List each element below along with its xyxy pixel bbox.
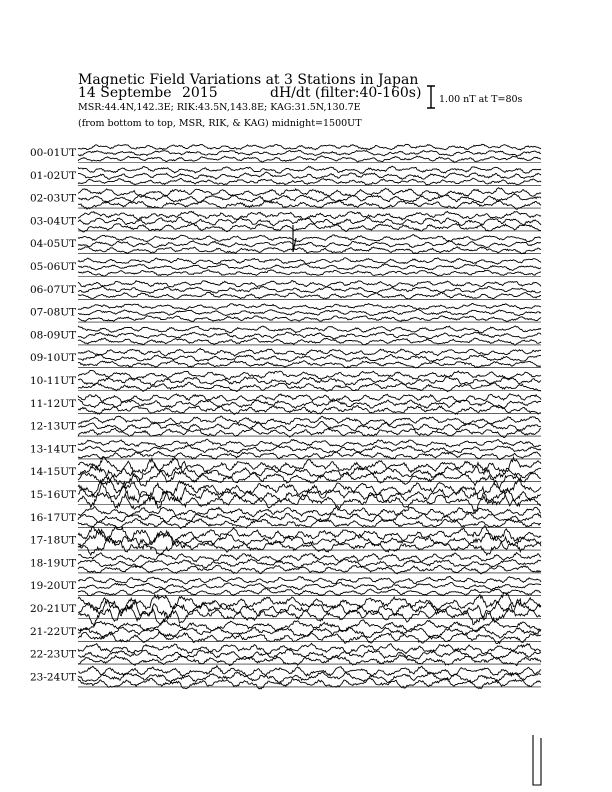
scale-bar-label: 1.00 nT at T=80s [439, 94, 523, 105]
trace-msr [78, 382, 541, 391]
hour-row [30, 620, 541, 644]
trace-kag [78, 258, 541, 265]
trace-rik [78, 422, 541, 432]
trace-msr [78, 451, 541, 459]
trace-msr [78, 292, 541, 299]
hour-row [30, 326, 541, 345]
hour-label: 12-13UT [30, 420, 77, 433]
trace-kag [78, 439, 541, 447]
trace-kag [78, 304, 541, 310]
trace-kag [78, 235, 541, 242]
trace-kag [78, 144, 541, 150]
trace-rik [78, 354, 541, 362]
trace-msr [78, 678, 541, 689]
hour-label: 21-22UT [30, 625, 77, 638]
hour-label: 00-01UT [30, 147, 77, 159]
hour-label: 14-15UT [30, 466, 77, 479]
trace-kag [78, 326, 541, 333]
stacking-order-note: (from bottom to top, MSR, RIK, & KAG) midnight=1500UT [78, 118, 362, 129]
hour-row [30, 235, 541, 254]
trace-msr [78, 338, 541, 345]
chart-quantity: dH/dt (filter:40-160s) [270, 85, 422, 101]
trace-kag [78, 526, 541, 544]
hour-row [30, 478, 541, 512]
hour-row [30, 144, 541, 162]
trace-rik [78, 582, 541, 590]
trace-kag [78, 576, 541, 584]
hour-row [30, 439, 541, 459]
hour-row [30, 526, 541, 555]
hour-row [30, 507, 541, 529]
hour-label: 10-11UT [30, 375, 77, 387]
trace-kag [78, 457, 541, 475]
trace-msr [78, 537, 541, 555]
trace-rik [78, 332, 541, 339]
hour-label: 08-09UT [30, 329, 77, 342]
trace-rik [78, 150, 541, 156]
hour-label: 13-14UT [30, 443, 77, 456]
hour-row [30, 258, 541, 277]
hour-label: 09-10UT [30, 352, 77, 365]
hour-label: 06-07UT [30, 283, 77, 296]
trace-rik [78, 484, 541, 506]
trace-kag [78, 666, 541, 677]
scale-bar [427, 86, 435, 108]
hour-row [30, 370, 541, 391]
hour-label: 20-21UT [30, 603, 77, 615]
hour-label: 07-08UT [30, 306, 77, 319]
trace-kag [78, 620, 541, 632]
hour-row [30, 394, 541, 414]
trace-kag [78, 166, 541, 173]
hour-label: 02-03UT [30, 192, 77, 205]
chart-year: 2015 [182, 85, 218, 101]
trace-msr [78, 405, 541, 414]
trace-msr [78, 270, 541, 276]
chart-title: Magnetic Field Variations at 3 Stations in Japan [78, 72, 419, 88]
hour-row [30, 666, 541, 689]
trace-kag [78, 553, 541, 563]
hour-label: 23-24UT [30, 671, 77, 684]
hour-row [30, 576, 541, 595]
trace-kag [78, 348, 541, 356]
trace-rik [78, 286, 541, 293]
trace-rik [78, 309, 541, 315]
hour-label: 15-16UT [30, 489, 77, 501]
trace-spike [293, 225, 296, 252]
hour-row [30, 211, 541, 232]
hour-label: 22-23UT [30, 648, 77, 661]
hour-label: 04-05UT [30, 238, 77, 251]
trace-msr [78, 247, 541, 254]
trace-msr [78, 360, 541, 368]
trace-kag [78, 188, 541, 198]
trace-msr [78, 178, 541, 185]
hour-label: 16-17UT [30, 511, 77, 524]
trace-msr [78, 156, 541, 162]
hour-row [30, 188, 541, 210]
hour-label: 05-06UT [30, 261, 77, 273]
hour-label: 11-12UT [30, 397, 77, 410]
hour-label: 19-20UT [30, 580, 77, 593]
hour-row [30, 416, 541, 437]
trace-spike [533, 735, 541, 785]
station-coordinates: MSR:44.4N,142.3E; RIK:43.5N,143.8E; KAG:31.5N,130.7E [78, 102, 361, 113]
trace-rik [78, 559, 541, 568]
hour-row [30, 643, 541, 665]
trace-rik [78, 172, 541, 179]
hour-label: 03-04UT [30, 215, 77, 228]
hour-label: 01-02UT [30, 169, 77, 182]
trace-rik [78, 446, 541, 454]
hour-label: 17-18UT [30, 534, 77, 547]
hour-row [30, 593, 541, 626]
trace-msr [78, 588, 541, 595]
trace-rik [78, 649, 541, 660]
hour-row [30, 304, 541, 323]
trace-msr [78, 519, 541, 529]
hour-label: 18-19UT [30, 557, 77, 570]
hour-row [30, 281, 541, 300]
trace-kag [78, 281, 541, 288]
trace-msr [78, 316, 541, 322]
trace-rik [78, 672, 541, 683]
trace-rik [78, 194, 541, 203]
trace-rik [78, 264, 541, 271]
hour-row [30, 348, 541, 368]
trace-rik [78, 513, 541, 523]
chart-date: 14 Septembe [78, 85, 172, 101]
trace-kag [78, 394, 541, 402]
hour-row [30, 166, 541, 185]
trace-rik [78, 599, 541, 620]
hour-row [30, 553, 541, 574]
